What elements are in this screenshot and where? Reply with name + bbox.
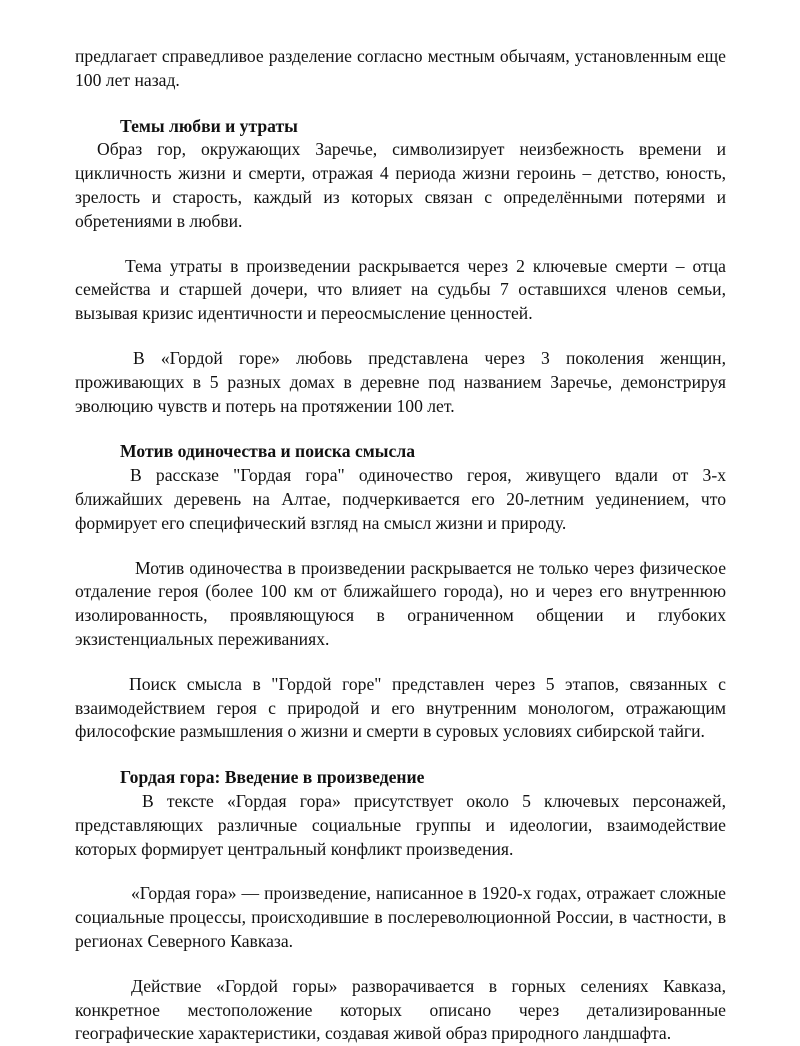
paragraph-setting: Действие «Гордой горы» разворачивается в горных селениях Кавказа, конкретное местоположение которых описано через детализированные географические характеристики, создавая живой образ природного ландшафта.: [75, 975, 726, 1044]
spacer: [75, 861, 726, 882]
paragraph-search-for-meaning: Поиск смысла в "Гордой горе" представлен через 5 этапов, связанных с взаимодействием героя с природой и его внутренним монологом, отражающим философские размышления о жизни и смерти в суровых условиях сибирской тайги.: [75, 673, 726, 742]
paragraph-key-characters: В тексте «Гордая гора» присутствует около 5 ключевых персонажей, представляющих различные социальные группы и идеологии, взаимодействие которых формирует центральный конфликт произведения.: [75, 790, 726, 859]
section-heading-introduction: Гордая гора: Введение в произведение: [120, 767, 425, 788]
document-body: [75, 45, 726, 1046]
spacer: [75, 954, 726, 975]
spacer: [75, 536, 726, 557]
section-heading-love-and-loss: Темы любви и утраты: [120, 115, 298, 136]
spacer: [75, 418, 726, 440]
spacer: [75, 744, 726, 766]
paragraph-theme-of-loss: Тема утраты в произведении раскрывается через 2 ключевые смерти – отца семейства и старшей дочери, что влияет на судьбы 7 оставшихся членов семьи, вызывая кризис идентичности и переосмысление ценностей.: [75, 255, 726, 324]
paragraph-historical-context: «Гордая гора» — произведение, написанное в 1920-х годах, отражает сложные социальные процессы, происходившие в послереволюционной России, в частности, в регионах Северного Кавказа.: [75, 883, 726, 951]
spacer: [75, 326, 726, 347]
spacer: [75, 234, 726, 255]
paragraph-mountains-symbolism: Образ гор, окружающих Заречье, символизирует неизбежность времени и цикличность жизни и смерти, отражая 4 периода жизни героинь – детство, юность, зрелость и старость, каждый из которых связан с определёнными потерями и обретениями в любви.: [75, 139, 726, 231]
paragraph-loneliness-motif: Мотив одиночества в произведении раскрывается не только через физическое отдаление героя (более 100 км от ближайшего города), но и через его внутреннюю изолированность, проявляющуюся в ограниченном общении и глубоких экзистенциальных переживаниях.: [75, 557, 726, 649]
paragraph-hero-solitude: В рассказе "Гордая гора" одиночество героя, живущего вдали от 3-х ближайших деревень на Алтае, подчеркивается его 20-летним уединением, что формирует его специфический взгляд на смысл жизни и природу.: [75, 465, 726, 533]
paragraph-intro-continuation: предлагает справедливое разделение согласно местным обычаям, установленным еще 100 лет назад.: [75, 46, 726, 90]
paragraph-love-generations: В «Гордой горе» любовь представлена через 3 поколения женщин, проживающих в 5 разных домах в деревне под названием Заречье, демонстрируя эволюцию чувств и потерь на протяжении 100 лет.: [75, 347, 726, 416]
section-heading-loneliness: Мотив одиночества и поиска смысла: [120, 441, 416, 462]
spacer: [75, 652, 726, 673]
spacer: [75, 93, 726, 115]
